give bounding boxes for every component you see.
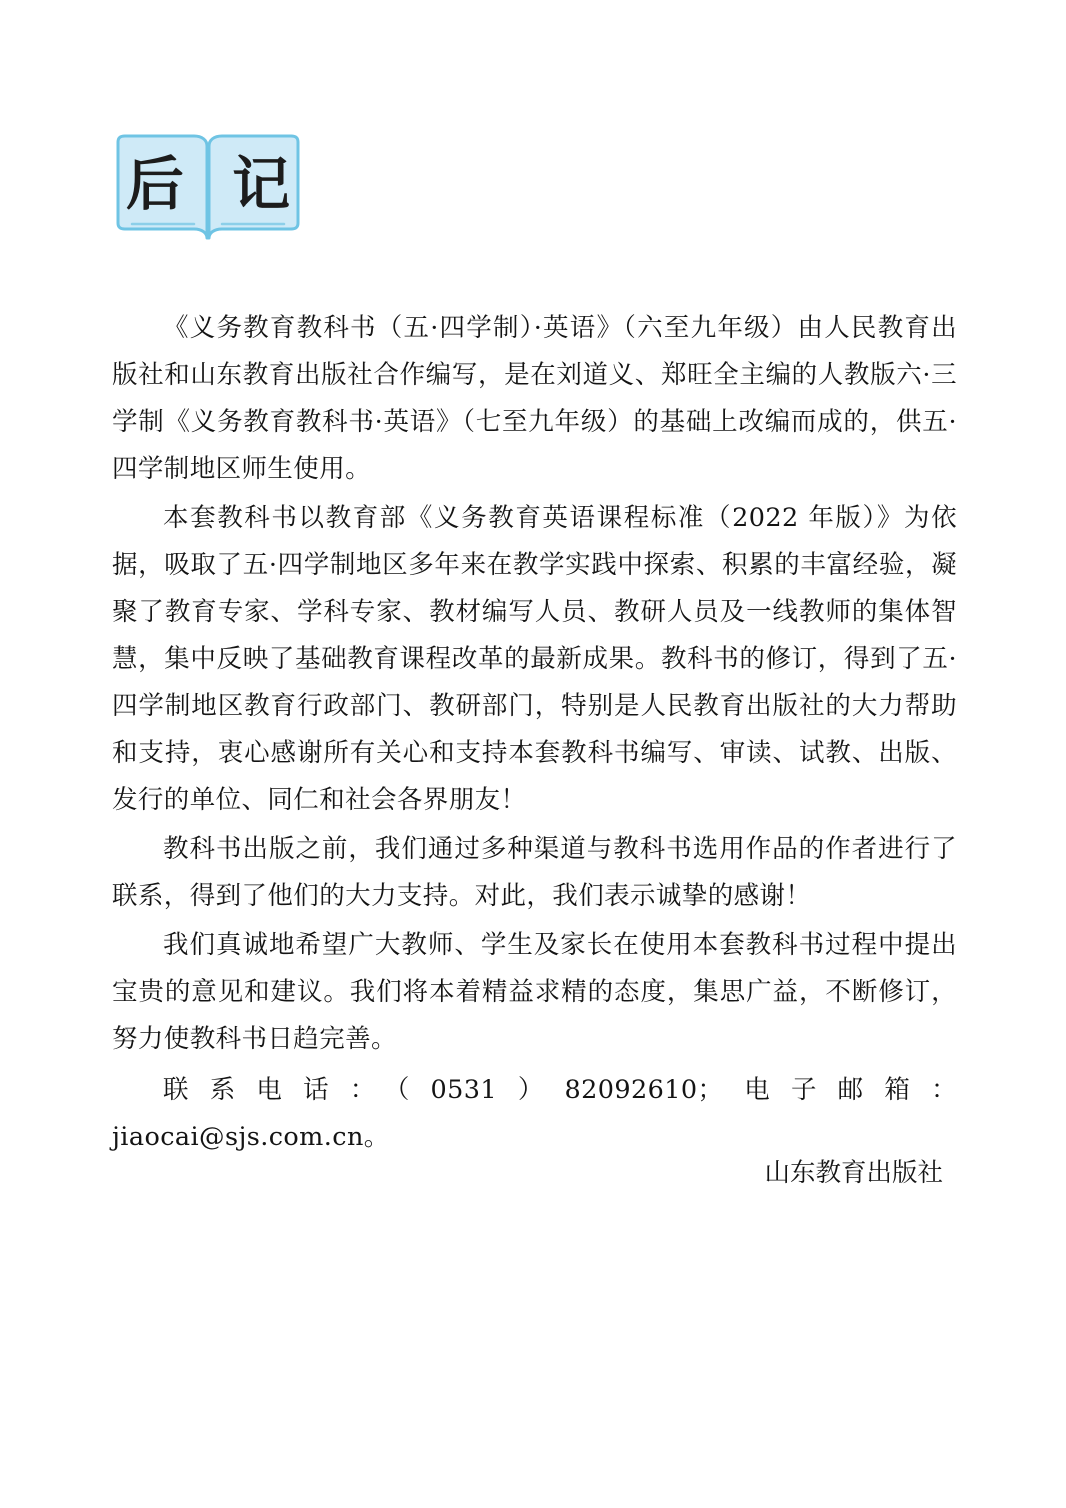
section-heading <box>108 128 308 246</box>
paragraph: 教科书出版之前，我们通过多种渠道与教科书选用作品的作者进行了联系，得到了他们的大力支持。对此，我们表示诚挚的感谢！ <box>112 834 957 911</box>
section-heading-label: 后 记 <box>125 150 305 218</box>
publisher-signature: 山东教育出版社 <box>764 1158 943 1188</box>
paragraph: 《义务教育教科书（五·四学制）·英语》（六至九年级）由人民教育出版社和山东教育出版社合作编写，是在刘道义、郑旺全主编的人教版六·三学制《义务教育教科书·英语》（七至九年级）的基础上改编而成的，供五·四学制地区师生使用。 <box>112 313 957 484</box>
paragraph: 我们真诚地希望广大教师、学生及家长在使用本套教科书过程中提出宝贵的意见和建议。我们将本着精益求精的态度，集思广益，不断修订，努力使教科书日趋完善。 <box>112 930 957 1054</box>
paragraph: 本套教科书以教育部《义务教育英语课程标准（2022 年版）》为依据，吸取了五·四学制地区多年来在教学实践中探索、积累的丰富经验，凝聚了教育专家、学科专家、教材编写人员、教研人员及一线教师的集体智慧，集中反映了基础教育课程改革的最新成果。教科书的修订，得到了五·四学制地区教育行政部门、教研部门，特别是人民教育出版社的大力帮助和支持，衷心感谢所有关心和支持本套教科书编写、审读、试教、出版、发行的单位、同仁和社会各界朋友！ <box>112 503 957 815</box>
afterword-body <box>112 305 957 1188</box>
contact-paragraph: 联系电话：（0531）82092610；电子邮箱：jiaocai@sjs.com.cn。 <box>112 1075 957 1152</box>
